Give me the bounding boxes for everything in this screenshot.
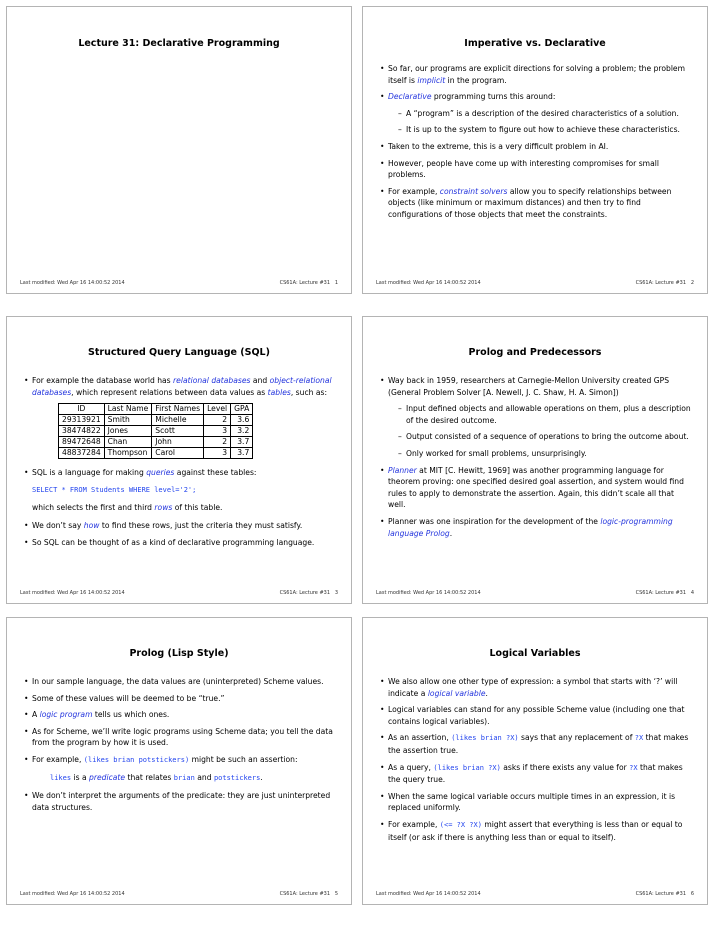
- table-cell: 3: [204, 426, 231, 437]
- table-cell: Thompson: [104, 448, 152, 459]
- bullet: • Some of these values will be deemed to be “true.”: [24, 693, 337, 705]
- slide-title: Prolog and Predecessors: [468, 347, 602, 358]
- table-row: [59, 448, 253, 459]
- slide-title: Lecture 31: Declarative Programming: [78, 38, 280, 49]
- bullet: • We also allow one other type of expression: a symbol that starts with ‘?’ will indicate a logical variable.: [380, 676, 693, 699]
- bullet: • In our sample language, the data values are (uninterpreted) Scheme values.: [24, 676, 337, 688]
- table-cell: 38474822: [59, 426, 105, 437]
- footer-modified: Last modified: Wed Apr 16 14:00:52 2014: [376, 891, 481, 897]
- footer-modified: Last modified: Wed Apr 16 14:00:52 2014: [20, 891, 125, 897]
- table-cell: 3: [204, 448, 231, 459]
- footer-course: CS61A: Lecture #31 1: [279, 280, 338, 286]
- bullet: • So SQL can be thought of as a kind of declarative programming language.: [24, 537, 337, 549]
- table-header: First Names: [152, 404, 204, 415]
- table-header: GPA: [231, 404, 253, 415]
- footer-course: CS61A: Lecture #31 4: [635, 590, 694, 596]
- sub-bullet: – Only worked for small problems, unsurprisingly.: [380, 448, 693, 460]
- footer-course: CS61A: Lecture #31 2: [635, 280, 694, 286]
- table-row: [59, 437, 253, 448]
- footer-modified: Last modified: Wed Apr 16 14:00:52 2014: [376, 590, 481, 596]
- bullet: • As a query, (likes brian ?X) asks if there exists any value for ?X that makes the query true.: [380, 762, 693, 786]
- sub-bullet: – Output consisted of a sequence of operations to bring the outcome about.: [380, 431, 693, 443]
- slide-body: [380, 676, 693, 848]
- bullet: • Planner at MIT [C. Hewitt, 1969] was another programming language for theorem proving: one specified desired goal assertion, and system would find rules to apply to demonstrate the assertion. Again, this didn’t scale all that well.: [380, 465, 693, 511]
- paragraph: likes is a predicate that relates brian and potstickers.: [50, 772, 263, 782]
- sub-bullet: – Input defined objects and allowable operations on them, plus a description of the desired outcome.: [380, 403, 693, 426]
- slide-2: [362, 6, 708, 294]
- table-cell: 3.7: [231, 437, 253, 448]
- table-cell: Scott: [152, 426, 204, 437]
- table-cell: 2: [204, 437, 231, 448]
- table-cell: 29313921: [59, 415, 105, 426]
- sql-code: SELECT * FROM Students WHERE level='2';: [32, 485, 197, 494]
- table-cell: 48837284: [59, 448, 105, 459]
- table-cell: Carol: [152, 448, 204, 459]
- bullet: • A logic program tells us which ones.: [24, 709, 337, 721]
- bullet: • We don’t interpret the arguments of the predicate: they are just uninterpreted data structures.: [24, 790, 337, 813]
- sub-bullet: – It is up to the system to figure out how to achieve these characteristics.: [380, 124, 693, 136]
- slide-1: [6, 6, 352, 294]
- bullet: • For example, constraint solvers allow you to specify relationships between objects (like minimum or maximum distances) and then try to find configurations of those objects that meet the constraints.: [380, 186, 693, 221]
- table-header: ID: [59, 404, 105, 415]
- slide-body: [380, 375, 693, 544]
- slide-4: [362, 316, 708, 604]
- bullet: • As an assertion, (likes brian ?X) says that any replacement of ?X that makes the assertion true.: [380, 732, 693, 756]
- slide-5: [6, 617, 352, 905]
- footer-course: CS61A: Lecture #31 3: [279, 590, 338, 596]
- table-header: Last Name: [104, 404, 152, 415]
- slide-body: [380, 63, 693, 226]
- footer-course: CS61A: Lecture #31 6: [635, 891, 694, 897]
- table-cell: 3.2: [231, 426, 253, 437]
- table-cell: Chan: [104, 437, 152, 448]
- slide-6: [362, 617, 708, 905]
- bullet: • When the same logical variable occurs multiple times in an expression, it is replaced uniformly.: [380, 791, 693, 814]
- bullet: • For example, (<= ?X ?X) might assert that everything is less than or equal to itself (or ask if there is anything less than or equal to itself).: [380, 819, 693, 843]
- sub-bullet: – A “program” is a description of the desired characteristics of a solution.: [380, 108, 693, 120]
- bullet: • We don’t say how to find these rows, just the criteria they must satisfy.: [24, 520, 337, 532]
- table-cell: 3.7: [231, 448, 253, 459]
- slide-body: [24, 375, 337, 553]
- table-cell: 2: [204, 415, 231, 426]
- bullet: • Planner was one inspiration for the development of the logic-programming language Prolog.: [380, 516, 693, 539]
- slide-title: Structured Query Language (SQL): [88, 347, 270, 358]
- bullet: • Declarative programming turns this around:: [380, 91, 693, 103]
- table-cell: 89472648: [59, 437, 105, 448]
- slide-3: [6, 316, 352, 604]
- slide-body: [24, 676, 337, 818]
- bullet: • For example the database world has relational databases and object-relational databases, which represent relations between data values as tables, such as:: [24, 375, 337, 398]
- bullet: • SQL is a language for making queries against these tables:: [24, 467, 337, 479]
- bullet: • However, people have come up with interesting compromises for small problems.: [380, 158, 693, 181]
- table-cell: John: [152, 437, 204, 448]
- slide-title: Imperative vs. Declarative: [464, 38, 606, 49]
- table-header-row: [59, 404, 253, 415]
- footer-course: CS61A: Lecture #31 5: [279, 891, 338, 897]
- bullet: • Logical variables can stand for any possible Scheme value (including one that contains logical variables).: [380, 704, 693, 727]
- slide-title: Logical Variables: [489, 648, 581, 659]
- bullet: • Taken to the extreme, this is a very difficult problem in AI.: [380, 141, 693, 153]
- students-table: [58, 403, 253, 459]
- table-cell: Jones: [104, 426, 152, 437]
- footer-modified: Last modified: Wed Apr 16 14:00:52 2014: [376, 280, 481, 286]
- slide-title: Prolog (Lisp Style): [129, 648, 229, 659]
- table-cell: Smith: [104, 415, 152, 426]
- bullet: • For example, (likes brian potstickers) might be such an assertion:: [24, 754, 337, 767]
- table-cell: 3.6: [231, 415, 253, 426]
- table-cell: Michelle: [152, 415, 204, 426]
- table-header: Level: [204, 404, 231, 415]
- bullet: • As for Scheme, we’ll write logic programs using Scheme data; you tell the data from the program by how it is used.: [24, 726, 337, 749]
- paragraph: which selects the first and third rows of this table.: [32, 503, 223, 513]
- table-row: [59, 426, 253, 437]
- bullet: • So far, our programs are explicit directions for solving a problem; the problem itself is implicit in the program.: [380, 63, 693, 86]
- table-row: [59, 415, 253, 426]
- footer-modified: Last modified: Wed Apr 16 14:00:52 2014: [20, 280, 125, 286]
- bullet: • Way back in 1959, researchers at Carnegie-Mellon University created GPS (General Problem Solver [A. Newell, J. C. Shaw, H. A. Simon]): [380, 375, 693, 398]
- footer-modified: Last modified: Wed Apr 16 14:00:52 2014: [20, 590, 125, 596]
